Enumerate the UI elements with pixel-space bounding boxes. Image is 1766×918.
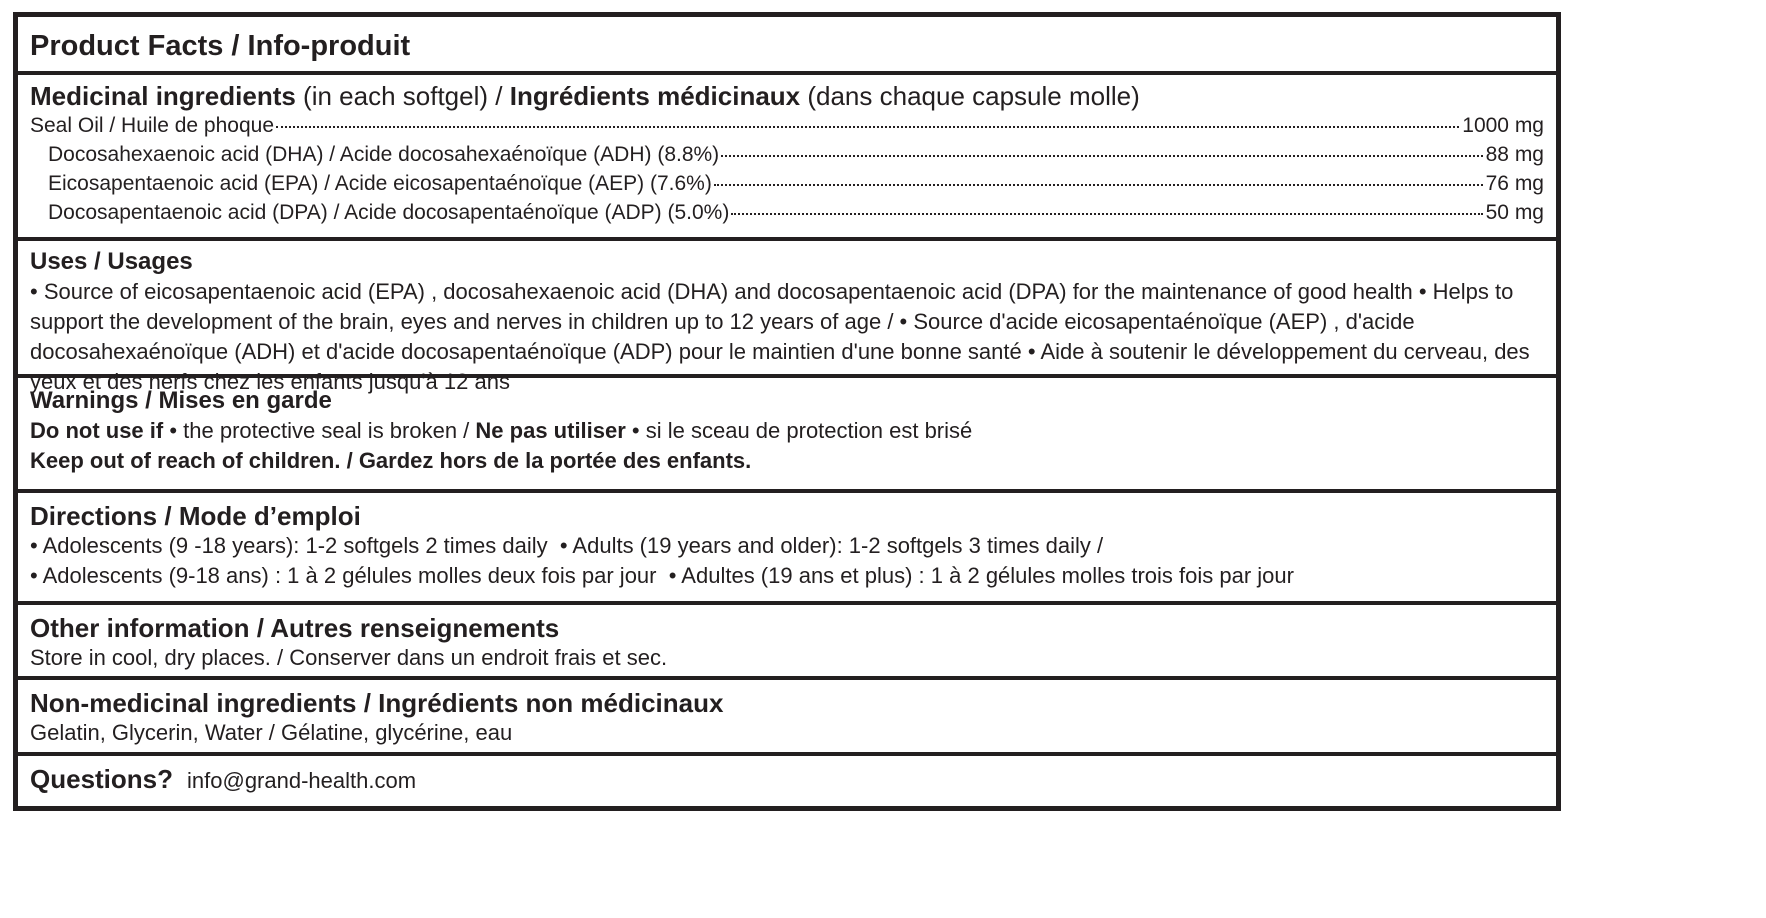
do-not-use-line bbox=[30, 416, 1544, 446]
uses-heading: Uses / Usages bbox=[30, 248, 193, 275]
ingredient-row bbox=[30, 198, 1544, 227]
ingredient-row bbox=[30, 169, 1544, 198]
medicinal-ingredients-section bbox=[18, 71, 1556, 237]
non-medicinal-heading: Non-medicinal ingredients / Ingrédients non médicinaux bbox=[30, 688, 724, 718]
ingredient-amount: 50 mg bbox=[1485, 201, 1544, 224]
title-section bbox=[18, 17, 1556, 71]
ingredient-label: Eicosapentaenoic acid (EPA) / Acide eicosapentaénoïque (AEP) (7.6%) bbox=[48, 172, 712, 195]
do-not-use-en-text: • the protective seal is broken / bbox=[163, 418, 476, 443]
do-not-use-fr-text: • si le sceau de protection est brisé bbox=[625, 418, 973, 443]
other-information-heading: Other information / Autres renseignements bbox=[30, 613, 560, 643]
ingredient-label: Seal Oil / Huile de phoque bbox=[30, 114, 274, 137]
uses-section bbox=[18, 237, 1556, 394]
product-facts-panel bbox=[13, 12, 1561, 811]
medicinal-heading-en: Medicinal ingredients bbox=[30, 81, 296, 111]
do-not-use-en: Do not use if bbox=[30, 418, 164, 443]
ingredient-amount: 76 mg bbox=[1485, 172, 1544, 195]
directions-line-en: • Adolescents (9 -18 years): 1-2 softgels 2 times daily • Adults (19 years and older): 1-2 softgels 3 times daily / bbox=[30, 533, 1104, 558]
ingredient-label: Docosahexaenoic acid (DHA) / Acide docosahexaénoïque (ADH) (8.8%) bbox=[48, 143, 720, 166]
warnings-heading: Warnings / Mises en garde bbox=[30, 387, 332, 414]
page-title: Product Facts / Info-produit bbox=[30, 30, 411, 62]
warnings-section bbox=[18, 374, 1556, 489]
questions-section bbox=[18, 752, 1556, 806]
ingredient-amount: 1000 mg bbox=[1462, 114, 1544, 137]
keep-out-of-reach: Keep out of reach of children. / Gardez hors de la portée des enfants. bbox=[30, 448, 752, 473]
leader-dots bbox=[276, 126, 1459, 128]
other-information-section bbox=[18, 601, 1556, 676]
medicinal-heading bbox=[30, 81, 1544, 111]
directions-section bbox=[18, 489, 1556, 601]
uses-text: • Source of eicosapentaenoic acid (EPA) , docosahexaenoic acid (DHA) and docosapentaenoic acid (DPA) for the maintenance of good health • Helps to support the development of the brain, eyes and nerves in children up to 12 years of age / • Source d'acide eicosapentaénoïque (AEP) , d'acide docosahexaénoïque (ADH) et d'acide docosapentaénoïque (ADP) pour le maintien d'une bonne santé • Aide à soutenir le développement du cerveau, des yeux et des nerfs chez les enfants jusqu'à 12 ans bbox=[30, 279, 1530, 394]
medicinal-heading-fr: Ingrédients médicinaux bbox=[509, 81, 801, 111]
directions-line-fr: • Adolescents (9-18 ans) : 1 à 2 gélules molles deux fois par jour • Adultes (19 ans et plus) : 1 à 2 gélules molles trois fois par jour bbox=[30, 563, 1294, 588]
questions-line bbox=[30, 764, 1544, 796]
do-not-use-fr: Ne pas utiliser bbox=[475, 418, 626, 443]
other-information-text: Store in cool, dry places. / Conserver dans un endroit frais et sec. bbox=[30, 645, 668, 670]
ingredient-row bbox=[30, 140, 1544, 169]
leader-dots bbox=[714, 184, 1483, 186]
non-medicinal-text: Gelatin, Glycerin, Water / Gélatine, glycérine, eau bbox=[30, 720, 513, 745]
medicinal-heading-en-rest: (in each softgel) / bbox=[295, 81, 510, 111]
leader-dots bbox=[721, 155, 1482, 157]
ingredient-label: Docosapentaenoic acid (DPA) / Acide docosapentaénoïque (ADP) (5.0%) bbox=[48, 201, 730, 224]
leader-dots bbox=[731, 213, 1482, 215]
questions-label: Questions? bbox=[30, 764, 174, 794]
ingredient-amount: 88 mg bbox=[1485, 143, 1544, 166]
medicinal-heading-fr-rest: (dans chaque capsule molle) bbox=[800, 81, 1140, 111]
directions-heading: Directions / Mode d’emploi bbox=[30, 501, 361, 531]
non-medicinal-section bbox=[18, 676, 1556, 752]
contact-email[interactable]: info@grand-health.com bbox=[187, 768, 417, 793]
ingredient-row bbox=[30, 111, 1544, 140]
